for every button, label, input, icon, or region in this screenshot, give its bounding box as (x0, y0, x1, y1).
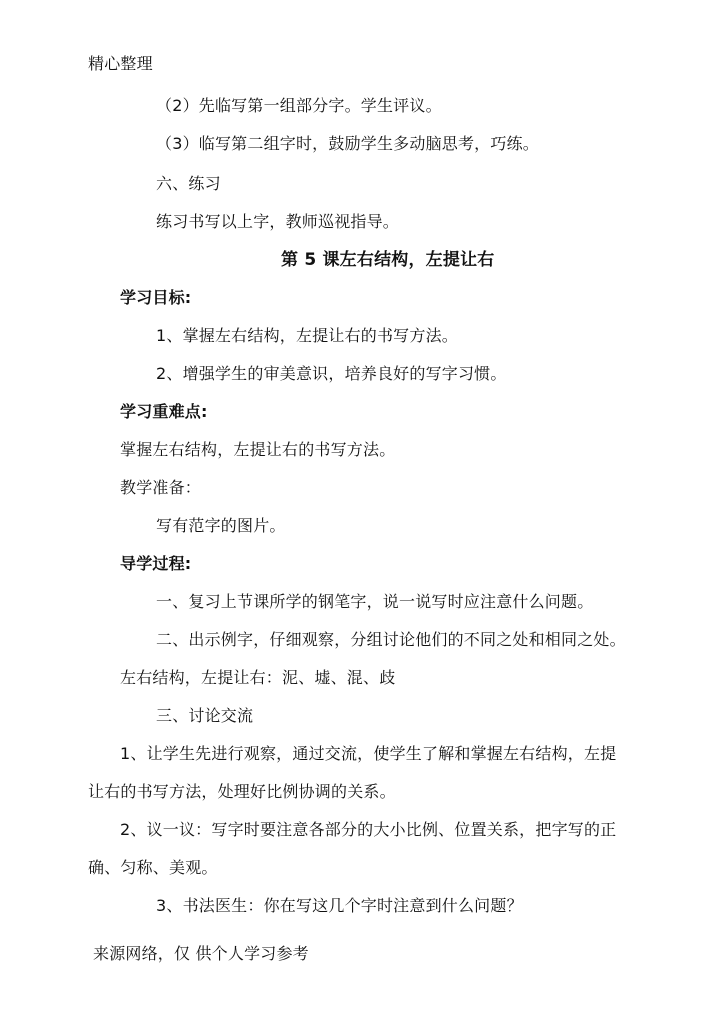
page-header: 精心整理 (88, 54, 153, 73)
discussion-2-line-2: 确、匀称、美观。 (88, 858, 218, 877)
process-step-1: 一、复习上节课所学的钢笔字，说一说写时应注意什么问题。 (156, 592, 594, 611)
section-practice-heading: 六、练习 (156, 174, 221, 193)
discussion-1-line-1: 1、让学生先进行观察，通过交流，使学生了解和掌握左右结构，左提 (120, 744, 617, 763)
discussion-3: 3、书法医生：你在写这几个字时注意到什么问题？ (156, 896, 523, 915)
step-2-line: （2）先临写第一组部分字。学生评议。 (156, 96, 442, 115)
key-points-heading: 学习重难点: (120, 402, 208, 421)
preparation-text: 写有范字的图片。 (156, 516, 286, 535)
process-step-3: 三、讨论交流 (156, 706, 254, 725)
goal-1: 1、掌握左右结构，左提让右的书写方法。 (156, 326, 458, 345)
process-heading: 导学过程: (120, 554, 192, 573)
lesson-title: 第 5 课左右结构，左提让右 (281, 250, 495, 270)
discussion-1-line-2: 让右的书写方法，处理好比例协调的关系。 (88, 782, 396, 801)
process-step-2: 二、出示例字，仔细观察，分组讨论他们的不同之处和相同之处。 (156, 630, 626, 649)
key-points-text: 掌握左右结构，左提让右的书写方法。 (120, 440, 396, 459)
discussion-2-line-1: 2、议一议：写字时要注意各部分的大小比例、位置关系，把字写的正 (120, 820, 617, 839)
practice-text: 练习书写以上字，教师巡视指导。 (156, 212, 400, 231)
learning-goals-heading: 学习目标: (120, 288, 192, 307)
example-characters: 左右结构，左提让右：泥、墟、混、歧 (120, 668, 396, 687)
goal-2: 2、增强学生的审美意识，培养良好的写字习惯。 (156, 364, 507, 383)
preparation-heading: 教学准备： (120, 478, 202, 497)
step-3-line: （3）临写第二组字时，鼓励学生多动脑思考，巧练。 (156, 134, 539, 153)
page-footer: 来源网络，仅 供个人学习参考 (93, 944, 309, 963)
